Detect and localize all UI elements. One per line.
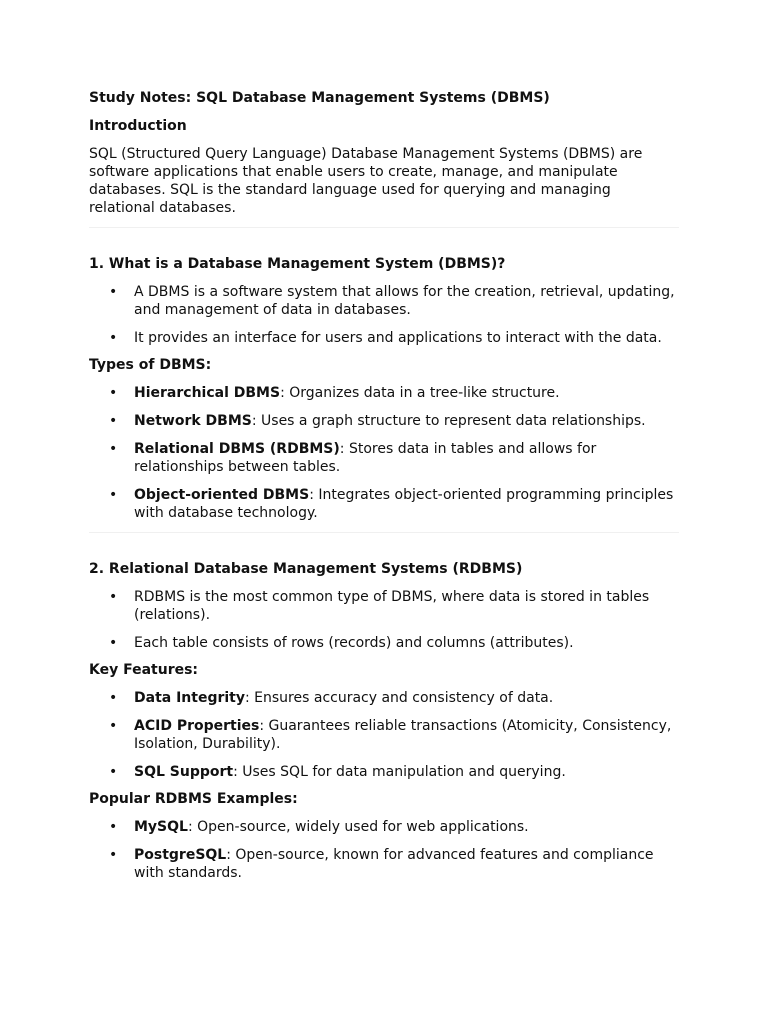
list-item-term: ACID Properties — [134, 718, 260, 734]
list-item — [89, 440, 679, 476]
list-item-text: : Uses SQL for data manipulation and querying. — [233, 764, 566, 780]
bullet-icon: • — [109, 819, 118, 835]
list-item-term: Data Integrity — [134, 690, 245, 706]
list-item — [89, 763, 679, 781]
types-list — [89, 384, 679, 522]
bullet-icon: • — [109, 284, 118, 300]
list-item-text: : Stores data in tables and allows for relationships between tables. — [134, 441, 597, 475]
list-item-term: PostgreSQL — [134, 847, 227, 863]
list-item — [89, 486, 679, 522]
list-item-text: RDBMS is the most common type of DBMS, where data is stored in tables (relations). — [134, 589, 650, 623]
bullet-icon: • — [109, 413, 118, 429]
list-item-term: MySQL — [134, 819, 188, 835]
list-item-text: A DBMS is a software system that allows for the creation, retrieval, updating, and management of data in databases. — [134, 284, 675, 318]
list-item — [89, 689, 679, 707]
list-item — [89, 717, 679, 753]
bullet-icon: • — [109, 441, 118, 457]
list-item-term: Hierarchical DBMS — [134, 385, 281, 401]
intro-heading: Introduction — [89, 118, 187, 134]
features-list — [89, 689, 679, 781]
list-item — [89, 846, 679, 882]
list-item-term: SQL Support — [134, 764, 234, 780]
list-item — [89, 384, 679, 402]
list-item-text: : Ensures accuracy and consistency of data. — [245, 690, 554, 706]
list-item — [89, 283, 679, 319]
list-item-text: : Integrates object-oriented programming principles with database technology. — [134, 487, 674, 521]
list-item-text: : Open-source, known for advanced features and compliance with standards. — [134, 847, 654, 881]
bullet-icon: • — [109, 635, 118, 651]
bullet-icon: • — [109, 330, 118, 346]
list-item-text: : Open-source, widely used for web applications. — [187, 819, 529, 835]
document-title: Study Notes: SQL Database Management Systems (DBMS) — [89, 90, 550, 106]
section-2-heading: 2. Relational Database Management Systems (RDBMS) — [89, 561, 523, 577]
bullet-icon: • — [109, 718, 118, 734]
list-item — [89, 634, 679, 652]
list-item — [89, 588, 679, 624]
list-item — [89, 329, 679, 347]
list-item-term: Network DBMS — [134, 413, 252, 429]
intro-paragraph: SQL (Structured Query Language) Database Management Systems (DBMS) are software applications that enable users to create, manage, and manipulate databases. SQL is the standard language used for querying and managing relational databases. — [89, 146, 643, 216]
section-1-bullet-list — [89, 283, 679, 347]
bullet-icon: • — [109, 385, 118, 401]
section-divider — [89, 227, 679, 228]
list-item-term: Object-oriented DBMS — [134, 487, 310, 503]
examples-list — [89, 818, 679, 882]
list-item-term: Relational DBMS (RDBMS) — [134, 441, 340, 457]
list-item-text: Each table consists of rows (records) and columns (attributes). — [134, 635, 574, 651]
list-item — [89, 818, 679, 836]
section-divider — [89, 532, 679, 533]
bullet-icon: • — [109, 764, 118, 780]
list-item-text: : Guarantees reliable transactions (Atomicity, Consistency, Isolation, Durability). — [134, 718, 672, 752]
list-item-text: : Organizes data in a tree-like structure. — [280, 385, 560, 401]
list-item — [89, 412, 679, 430]
section-2-bullet-list — [89, 588, 679, 652]
section-1-heading: 1. What is a Database Management System (DBMS)? — [89, 256, 506, 272]
list-item-text: It provides an interface for users and applications to interact with the data. — [134, 330, 662, 346]
bullet-icon: • — [109, 847, 118, 863]
list-item-text: : Uses a graph structure to represent data relationships. — [251, 413, 646, 429]
types-heading: Types of DBMS: — [89, 357, 212, 373]
bullet-icon: • — [109, 690, 118, 706]
bullet-icon: • — [109, 487, 118, 503]
features-heading: Key Features: — [89, 662, 199, 678]
examples-heading: Popular RDBMS Examples: — [89, 791, 298, 807]
bullet-icon: • — [109, 589, 118, 605]
